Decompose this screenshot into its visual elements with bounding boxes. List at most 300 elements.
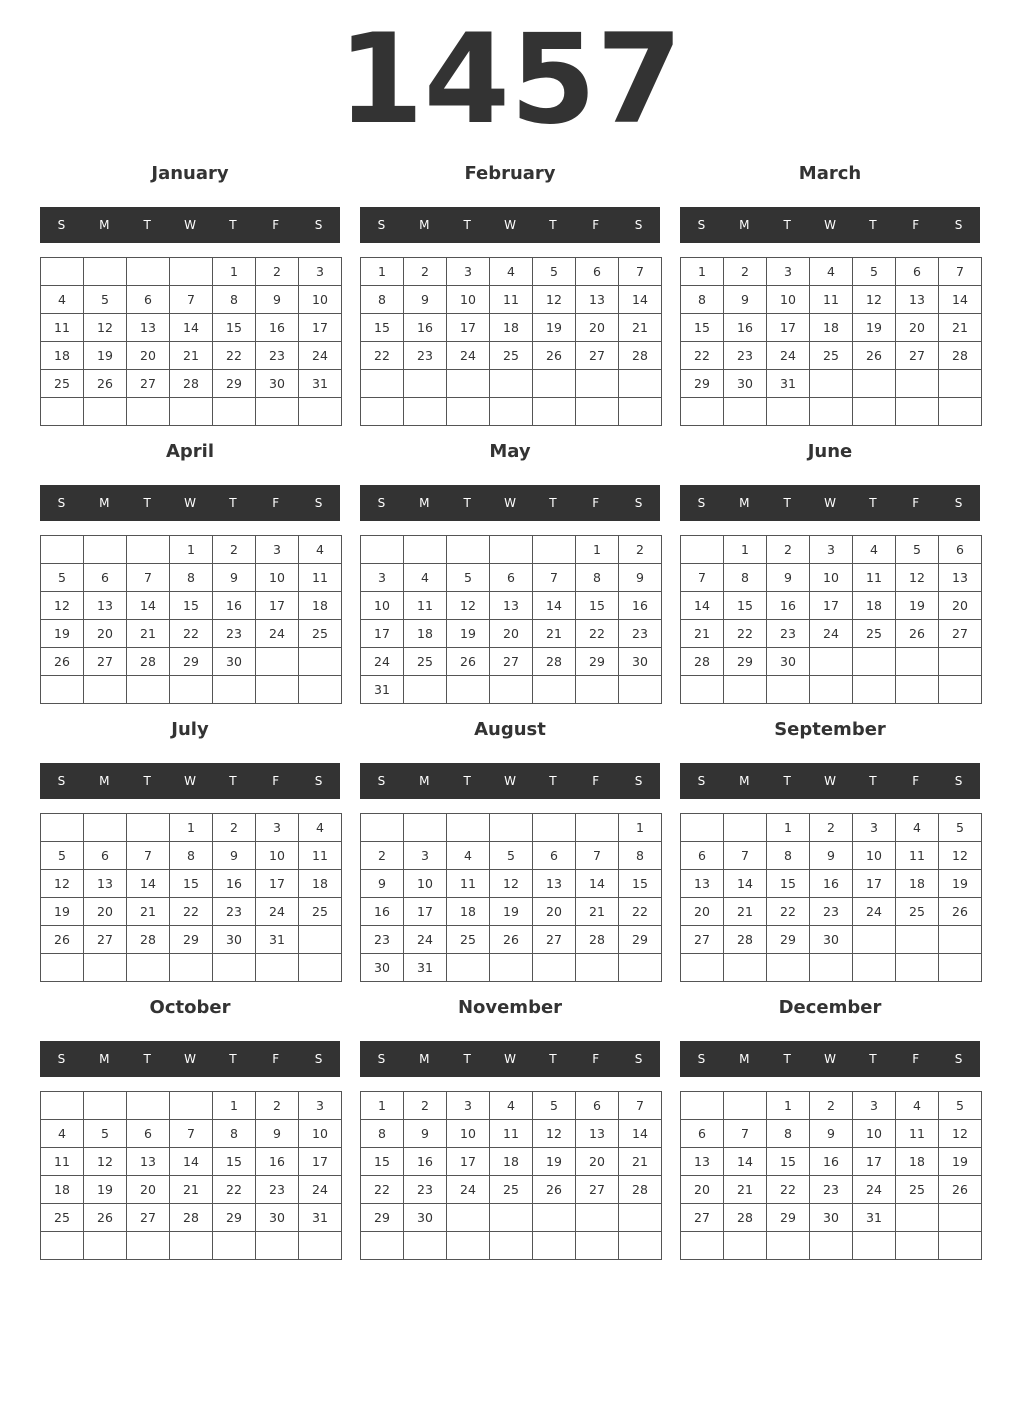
empty-day-cell — [84, 1092, 127, 1120]
empty-day-cell — [361, 536, 404, 564]
day-cell: 23 — [361, 926, 404, 954]
empty-day-cell — [447, 676, 490, 704]
day-cell: 15 — [213, 314, 256, 342]
day-cell: 10 — [299, 1120, 342, 1148]
weekday-label: M — [419, 496, 430, 510]
weekday-label: S — [634, 218, 643, 232]
weekday-label: S — [697, 1052, 706, 1066]
weekday-label: F — [592, 774, 600, 788]
empty-day-cell — [619, 676, 662, 704]
day-cell: 15 — [767, 870, 810, 898]
day-cell: 28 — [127, 926, 170, 954]
empty-day-cell — [619, 954, 662, 982]
day-cell: 4 — [896, 1092, 939, 1120]
weekday-label: T — [229, 218, 237, 232]
day-cell: 28 — [619, 1176, 662, 1204]
day-cell: 18 — [853, 592, 896, 620]
empty-day-cell — [533, 676, 576, 704]
empty-day-cell — [681, 1232, 724, 1260]
day-cell: 4 — [299, 814, 342, 842]
day-cell: 1 — [767, 1092, 810, 1120]
day-cell: 8 — [170, 564, 213, 592]
week-row — [41, 1176, 342, 1204]
empty-day-cell — [127, 258, 170, 286]
empty-day-cell — [896, 1232, 939, 1260]
week-row — [41, 926, 342, 954]
day-cell: 25 — [896, 1176, 939, 1204]
day-cell: 3 — [299, 1092, 342, 1120]
day-cell: 16 — [213, 592, 256, 620]
day-cell: 5 — [41, 842, 84, 870]
day-cell: 11 — [810, 286, 853, 314]
day-cell: 4 — [490, 1092, 533, 1120]
day-cell: 21 — [681, 620, 724, 648]
day-cell: 9 — [810, 1120, 853, 1148]
day-cell: 10 — [361, 592, 404, 620]
day-cell: 3 — [447, 1092, 490, 1120]
day-cell: 20 — [84, 620, 127, 648]
day-cell: 7 — [681, 564, 724, 592]
week-row — [361, 370, 662, 398]
day-cell: 19 — [447, 620, 490, 648]
week-row — [41, 954, 342, 982]
day-cell: 18 — [896, 1148, 939, 1176]
empty-day-cell — [896, 370, 939, 398]
day-cell: 27 — [681, 1204, 724, 1232]
day-cell: 5 — [896, 536, 939, 564]
weekday-header — [360, 207, 660, 243]
week-row — [41, 564, 342, 592]
day-cell: 12 — [490, 870, 533, 898]
day-cell: 15 — [724, 592, 767, 620]
day-cell: 24 — [299, 1176, 342, 1204]
day-grid — [360, 535, 662, 704]
weekday-label: W — [184, 774, 196, 788]
day-cell: 26 — [939, 1176, 982, 1204]
day-cell: 6 — [127, 286, 170, 314]
empty-day-cell — [361, 370, 404, 398]
day-cell: 4 — [810, 258, 853, 286]
week-row — [681, 870, 982, 898]
month-name: December — [778, 997, 882, 1018]
month-name: June — [807, 441, 853, 462]
day-cell: 28 — [576, 926, 619, 954]
empty-day-cell — [404, 536, 447, 564]
day-cell: 29 — [213, 1204, 256, 1232]
day-cell: 6 — [84, 564, 127, 592]
weekday-label: F — [592, 496, 600, 510]
day-cell: 28 — [127, 648, 170, 676]
day-grid — [360, 257, 662, 426]
day-cell: 4 — [490, 258, 533, 286]
weekday-label: T — [869, 1052, 877, 1066]
empty-day-cell — [533, 814, 576, 842]
weekday-label: W — [824, 218, 836, 232]
day-cell: 29 — [619, 926, 662, 954]
weekday-header — [40, 1041, 340, 1077]
day-cell: 23 — [404, 342, 447, 370]
day-cell: 10 — [810, 564, 853, 592]
day-cell: 3 — [767, 258, 810, 286]
week-row — [681, 370, 982, 398]
empty-day-cell — [170, 954, 213, 982]
month-name: September — [774, 719, 886, 740]
day-cell: 16 — [619, 592, 662, 620]
day-cell: 16 — [213, 870, 256, 898]
day-cell: 26 — [41, 926, 84, 954]
day-cell: 10 — [853, 1120, 896, 1148]
empty-day-cell — [170, 1092, 213, 1120]
week-row — [681, 536, 982, 564]
day-cell: 9 — [256, 1120, 299, 1148]
week-row — [41, 398, 342, 426]
empty-day-cell — [810, 370, 853, 398]
day-cell: 9 — [810, 842, 853, 870]
day-cell: 9 — [767, 564, 810, 592]
week-row — [361, 898, 662, 926]
empty-day-cell — [256, 954, 299, 982]
day-cell: 29 — [724, 648, 767, 676]
empty-day-cell — [256, 398, 299, 426]
day-cell: 28 — [533, 648, 576, 676]
day-cell: 25 — [447, 926, 490, 954]
weekday-label: S — [634, 774, 643, 788]
week-row — [681, 258, 982, 286]
day-cell: 30 — [724, 370, 767, 398]
empty-day-cell — [576, 676, 619, 704]
day-cell: 20 — [896, 314, 939, 342]
day-cell: 26 — [84, 1204, 127, 1232]
empty-day-cell — [41, 258, 84, 286]
day-cell: 22 — [361, 342, 404, 370]
day-cell: 29 — [576, 648, 619, 676]
weekday-label: S — [377, 1052, 386, 1066]
day-cell: 29 — [767, 1204, 810, 1232]
day-cell: 6 — [127, 1120, 170, 1148]
empty-day-cell — [490, 1204, 533, 1232]
empty-day-cell — [533, 398, 576, 426]
weekday-header — [680, 1041, 980, 1077]
day-cell: 14 — [170, 314, 213, 342]
day-cell: 27 — [84, 926, 127, 954]
day-grid — [40, 1091, 342, 1260]
weekday-label: F — [592, 218, 600, 232]
day-cell: 9 — [404, 1120, 447, 1148]
day-cell: 12 — [896, 564, 939, 592]
day-cell: 23 — [810, 1176, 853, 1204]
weekday-label: S — [57, 774, 66, 788]
empty-day-cell — [724, 954, 767, 982]
day-cell: 11 — [299, 564, 342, 592]
day-cell: 27 — [681, 926, 724, 954]
day-cell: 12 — [533, 1120, 576, 1148]
day-cell: 3 — [853, 1092, 896, 1120]
day-cell: 26 — [533, 342, 576, 370]
empty-day-cell — [447, 1232, 490, 1260]
empty-day-cell — [681, 954, 724, 982]
day-cell: 8 — [576, 564, 619, 592]
day-cell: 12 — [533, 286, 576, 314]
month-name: January — [151, 163, 229, 184]
day-cell: 2 — [213, 814, 256, 842]
day-cell: 26 — [939, 898, 982, 926]
week-row — [361, 1148, 662, 1176]
empty-day-cell — [84, 1232, 127, 1260]
empty-day-cell — [853, 926, 896, 954]
empty-day-cell — [810, 648, 853, 676]
empty-day-cell — [41, 954, 84, 982]
week-row — [361, 1204, 662, 1232]
weekday-label: M — [99, 1052, 110, 1066]
day-cell: 25 — [490, 1176, 533, 1204]
empty-day-cell — [84, 536, 127, 564]
day-cell: 13 — [681, 870, 724, 898]
empty-day-cell — [404, 676, 447, 704]
empty-day-cell — [681, 814, 724, 842]
empty-day-cell — [170, 1232, 213, 1260]
empty-day-cell — [533, 954, 576, 982]
weekday-label: S — [954, 1052, 963, 1066]
empty-day-cell — [127, 536, 170, 564]
empty-day-cell — [767, 1232, 810, 1260]
day-cell: 2 — [619, 536, 662, 564]
week-row — [681, 342, 982, 370]
empty-day-cell — [490, 676, 533, 704]
day-cell: 1 — [767, 814, 810, 842]
day-cell: 16 — [810, 870, 853, 898]
weekday-label: S — [57, 496, 66, 510]
empty-day-cell — [576, 398, 619, 426]
empty-day-cell — [170, 258, 213, 286]
week-row — [361, 926, 662, 954]
weekday-label: S — [314, 1052, 323, 1066]
day-cell: 10 — [767, 286, 810, 314]
empty-day-cell — [490, 398, 533, 426]
day-cell: 3 — [853, 814, 896, 842]
week-row — [41, 1232, 342, 1260]
week-row — [361, 1120, 662, 1148]
day-cell: 7 — [619, 258, 662, 286]
day-cell: 2 — [404, 1092, 447, 1120]
day-cell: 2 — [724, 258, 767, 286]
day-cell: 17 — [256, 592, 299, 620]
empty-day-cell — [213, 1232, 256, 1260]
weekday-label: F — [272, 496, 280, 510]
day-cell: 7 — [724, 1120, 767, 1148]
empty-day-cell — [810, 954, 853, 982]
empty-day-cell — [681, 398, 724, 426]
weekday-label: M — [99, 774, 110, 788]
weekday-label: S — [57, 1052, 66, 1066]
day-cell: 5 — [939, 814, 982, 842]
week-row — [361, 536, 662, 564]
day-cell: 21 — [127, 898, 170, 926]
weekday-label: S — [314, 774, 323, 788]
day-cell: 16 — [361, 898, 404, 926]
day-grid — [680, 535, 982, 704]
day-cell: 31 — [299, 1204, 342, 1232]
weekday-label: S — [697, 774, 706, 788]
day-cell: 25 — [810, 342, 853, 370]
day-cell: 8 — [361, 1120, 404, 1148]
empty-day-cell — [939, 1204, 982, 1232]
empty-day-cell — [84, 398, 127, 426]
day-cell: 19 — [41, 620, 84, 648]
weekday-label: W — [824, 1052, 836, 1066]
day-cell: 19 — [84, 342, 127, 370]
day-cell: 3 — [447, 258, 490, 286]
day-cell: 26 — [896, 620, 939, 648]
day-cell: 10 — [404, 870, 447, 898]
weekday-label: T — [549, 496, 557, 510]
week-row — [681, 1120, 982, 1148]
day-cell: 17 — [767, 314, 810, 342]
day-cell: 25 — [896, 898, 939, 926]
day-cell: 29 — [213, 370, 256, 398]
empty-day-cell — [810, 398, 853, 426]
weekday-label: W — [504, 774, 516, 788]
day-grid — [40, 813, 342, 982]
day-cell: 6 — [939, 536, 982, 564]
week-row — [41, 258, 342, 286]
day-cell: 11 — [404, 592, 447, 620]
year-title: 1457 — [337, 8, 683, 152]
month-name: October — [149, 997, 231, 1018]
empty-day-cell — [256, 676, 299, 704]
day-cell: 20 — [490, 620, 533, 648]
empty-day-cell — [533, 1232, 576, 1260]
empty-day-cell — [127, 1232, 170, 1260]
day-cell: 1 — [724, 536, 767, 564]
day-cell: 29 — [767, 926, 810, 954]
week-row — [41, 676, 342, 704]
week-row — [361, 1232, 662, 1260]
day-cell: 18 — [299, 592, 342, 620]
day-cell: 6 — [576, 1092, 619, 1120]
day-cell: 27 — [576, 342, 619, 370]
month-name: May — [489, 441, 531, 462]
day-cell: 2 — [767, 536, 810, 564]
empty-day-cell — [41, 536, 84, 564]
empty-day-cell — [724, 676, 767, 704]
month-name: April — [165, 441, 215, 462]
day-cell: 20 — [127, 342, 170, 370]
day-cell: 28 — [619, 342, 662, 370]
empty-day-cell — [767, 954, 810, 982]
day-cell: 13 — [127, 1148, 170, 1176]
day-cell: 1 — [170, 536, 213, 564]
day-cell: 27 — [939, 620, 982, 648]
weekday-label: T — [229, 1052, 237, 1066]
weekday-label: M — [99, 496, 110, 510]
weekday-label: W — [504, 496, 516, 510]
day-cell: 13 — [576, 1120, 619, 1148]
empty-day-cell — [299, 676, 342, 704]
day-cell: 20 — [939, 592, 982, 620]
weekday-label: T — [143, 218, 151, 232]
day-cell: 17 — [853, 870, 896, 898]
day-cell: 21 — [576, 898, 619, 926]
day-cell: 19 — [939, 1148, 982, 1176]
weekday-label: S — [377, 218, 386, 232]
day-cell: 20 — [533, 898, 576, 926]
week-row — [41, 314, 342, 342]
day-cell: 22 — [213, 342, 256, 370]
week-row — [41, 1092, 342, 1120]
week-row — [41, 1204, 342, 1232]
empty-day-cell — [170, 398, 213, 426]
day-cell: 17 — [299, 1148, 342, 1176]
weekday-label: F — [272, 774, 280, 788]
day-cell: 15 — [619, 870, 662, 898]
day-cell: 4 — [404, 564, 447, 592]
empty-day-cell — [84, 676, 127, 704]
day-cell: 17 — [361, 620, 404, 648]
weekday-label: W — [824, 774, 836, 788]
day-cell: 2 — [256, 258, 299, 286]
day-cell: 20 — [681, 898, 724, 926]
day-cell: 5 — [533, 1092, 576, 1120]
day-cell: 6 — [576, 258, 619, 286]
day-cell: 11 — [447, 870, 490, 898]
day-cell: 14 — [681, 592, 724, 620]
weekday-label: M — [419, 218, 430, 232]
empty-day-cell — [896, 926, 939, 954]
day-cell: 24 — [810, 620, 853, 648]
weekday-label: W — [184, 496, 196, 510]
empty-day-cell — [404, 1232, 447, 1260]
day-cell: 19 — [490, 898, 533, 926]
weekday-label: S — [697, 496, 706, 510]
day-cell: 25 — [490, 342, 533, 370]
day-cell: 1 — [681, 258, 724, 286]
day-cell: 13 — [939, 564, 982, 592]
day-cell: 30 — [361, 954, 404, 982]
day-cell: 24 — [447, 342, 490, 370]
empty-day-cell — [490, 954, 533, 982]
day-grid — [360, 1091, 662, 1260]
day-cell: 13 — [896, 286, 939, 314]
day-cell: 8 — [767, 1120, 810, 1148]
day-cell: 16 — [256, 1148, 299, 1176]
day-cell: 10 — [447, 286, 490, 314]
empty-day-cell — [896, 1204, 939, 1232]
day-cell: 24 — [767, 342, 810, 370]
day-cell: 29 — [170, 648, 213, 676]
day-cell: 4 — [41, 286, 84, 314]
empty-day-cell — [127, 814, 170, 842]
day-cell: 21 — [533, 620, 576, 648]
empty-day-cell — [127, 954, 170, 982]
empty-day-cell — [404, 370, 447, 398]
day-cell: 21 — [619, 1148, 662, 1176]
day-cell: 26 — [447, 648, 490, 676]
day-cell: 6 — [681, 842, 724, 870]
weekday-label: T — [143, 496, 151, 510]
day-cell: 16 — [810, 1148, 853, 1176]
day-cell: 16 — [256, 314, 299, 342]
day-cell: 22 — [767, 1176, 810, 1204]
day-cell: 21 — [170, 342, 213, 370]
empty-day-cell — [619, 398, 662, 426]
day-cell: 7 — [939, 258, 982, 286]
day-grid — [680, 1091, 982, 1260]
weekday-label: M — [739, 774, 750, 788]
day-cell: 27 — [896, 342, 939, 370]
empty-day-cell — [299, 1232, 342, 1260]
weekday-label: S — [314, 496, 323, 510]
weekday-header — [680, 763, 980, 799]
